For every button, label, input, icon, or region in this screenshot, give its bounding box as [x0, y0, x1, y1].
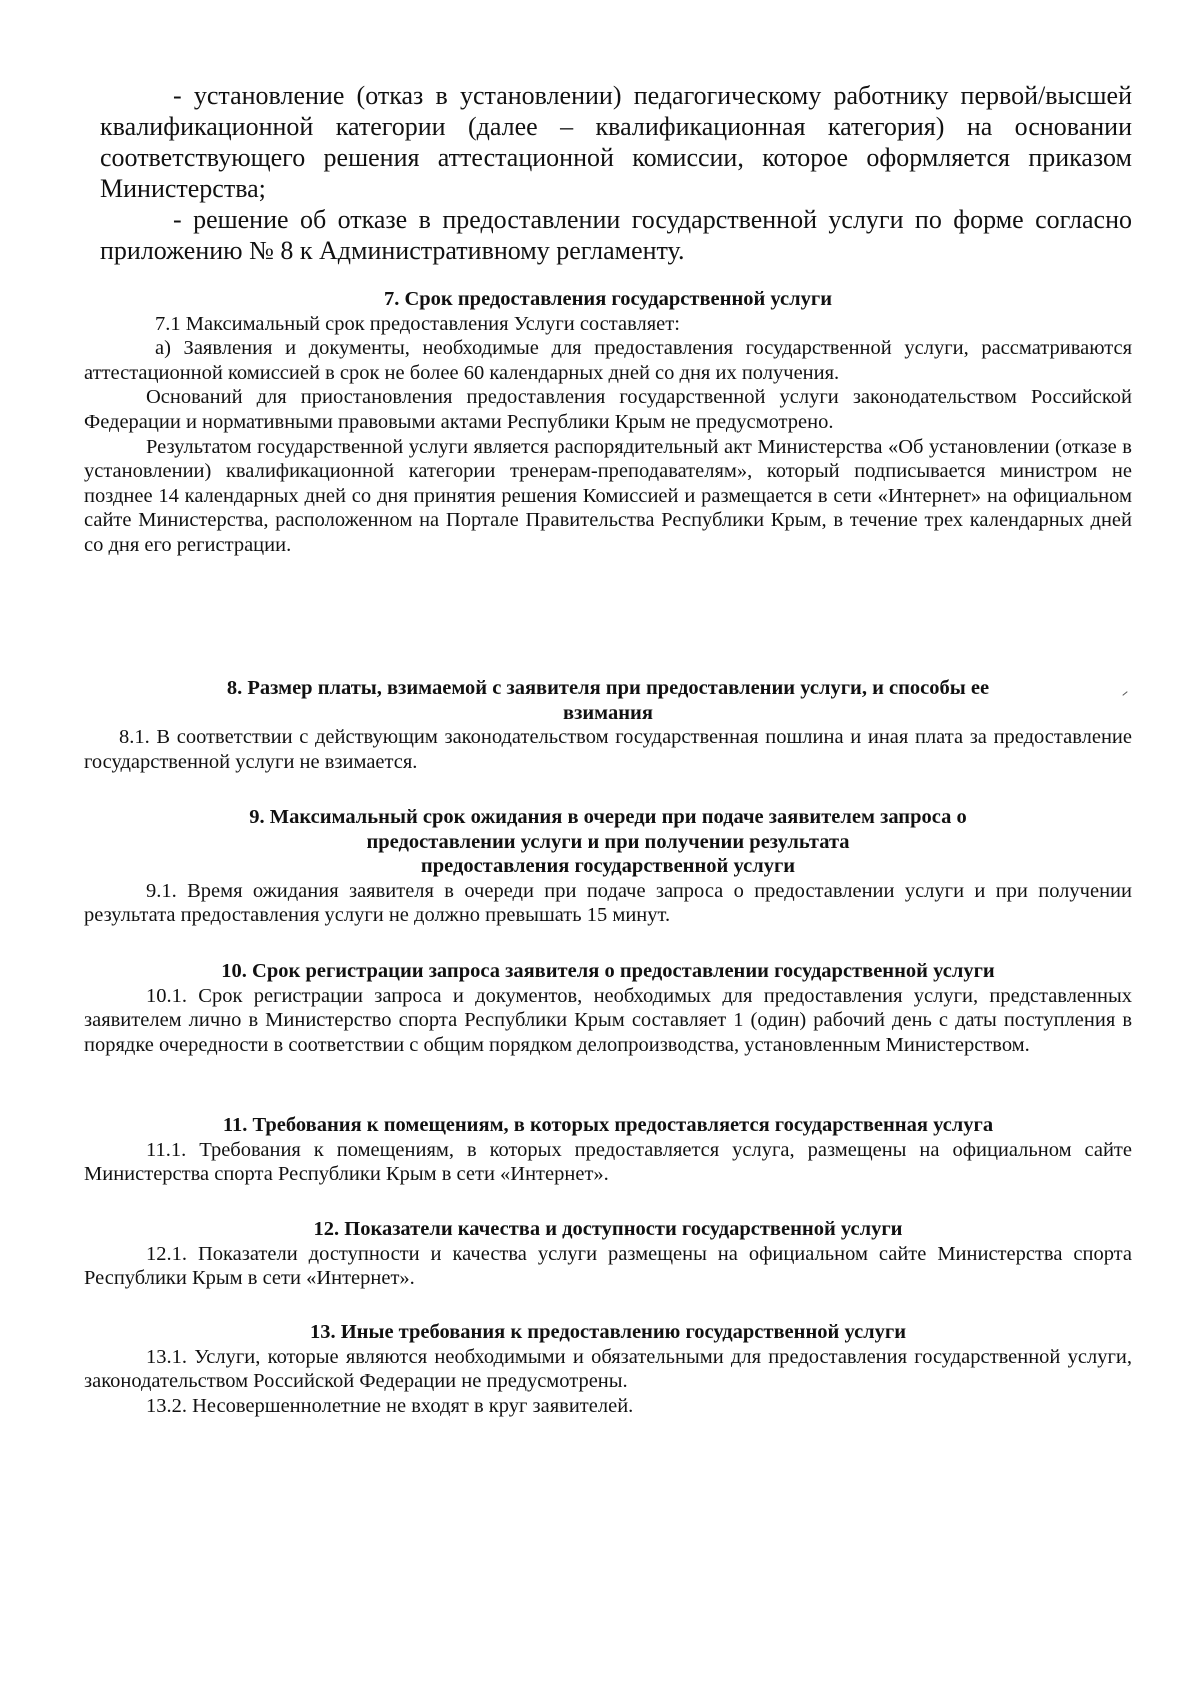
section-9 — [84, 805, 1132, 928]
section-13 — [84, 1320, 1132, 1418]
section-13-paragraph-2: 13.2. Несовершеннолетние не входят в круг заявителей. — [146, 1394, 634, 1417]
section-12-paragraph-1: 12.1. Показатели доступности и качества услуги размещены на официальном сайте Министерства спорта Республики Крым в сети «Интернет». — [84, 1242, 1132, 1290]
section-11-heading: 11. Требования к помещениям, в которых предоставляется государственная услуга — [222, 1114, 994, 1136]
section-7-paragraph-1: 7.1 Максимальный срок предоставления Услуги составляет: — [155, 312, 680, 335]
section-9-heading-line-1: 9. Максимальный срок ожидания в очереди при подаче заявителем запроса о — [249, 806, 967, 828]
section-10 — [84, 959, 1132, 1057]
section-9-heading — [84, 805, 1132, 879]
section-7-paragraph-4: Результатом государственной услуги является распорядительный акт Министерства «Об установлении (отказе в установлении) квалификационной категории тренерам-преподавателям», который подписывается министром не позднее 14 календарных дней со дня принятия решения Комиссией и размещается в сети «Интернет» на официальном сайте Министерства, расположенном на Портале Правительства Республики Крым, в течение трех календарных дней со дня его регистрации. — [84, 435, 1132, 556]
section-9-heading-line-3: предоставления государственной услуги — [420, 855, 796, 878]
section-13-heading: 13. Иные требования к предоставлению государственной услуги — [309, 1321, 907, 1343]
intro-block — [100, 80, 1132, 266]
section-11 — [84, 1113, 1132, 1187]
intro-bullet-refusal: - решение об отказе в предоставлении государственной услуги по форме согласно приложению № 8 к Административному регламенту. — [100, 205, 1132, 265]
section-9-heading-line-2: предоставлении услуги и при получении результата — [366, 830, 850, 853]
section-8-heading-line-2: взимания — [563, 701, 653, 724]
intro-bullet-qualification: - установление (отказ в установлении) педагогическому работнику первой/высшей квалификационной категории (далее – квалификационная категория) на основании соответствующего решения аттестационной комиссии, которое оформляется приказом Министерства; — [100, 81, 1132, 203]
section-7-paragraph-3: Оснований для приостановления предоставления государственной услуги законодательством Российской Федерации и нормативными правовыми актами Республики Крым не предусмотрено. — [84, 386, 1132, 433]
section-7 — [84, 287, 1132, 558]
section-11-paragraph-1: 11.1. Требования к помещениям, в которых предоставляется услуга, размещены на официальном сайте Министерства спорта Республики Крым в сети «Интернет». — [84, 1138, 1132, 1186]
section-12-heading: 12. Показатели качества и доступности государственной услуги — [313, 1218, 903, 1240]
section-9-paragraph-1: 9.1. Время ожидания заявителя в очереди при подаче запроса о предоставлении услуги и при получении результата предоставления услуги не должно превышать 15 минут. — [84, 879, 1132, 927]
section-10-paragraph-1: 10.1. Срок регистрации запроса и документов, необходимых для предоставления услуги, представленных заявителем лично в Министерство спорта Республики Крым составляет 1 (один) рабочий день с даты поступления в порядке очередности в соответствии с общим порядком делопроизводства, установленным Министерством. — [84, 984, 1132, 1056]
section-12 — [84, 1217, 1132, 1291]
section-8-heading — [84, 676, 1132, 725]
section-13-paragraph-1: 13.1. Услуги, которые являются необходимыми и обязательными для предоставления государственной услуги, законодательством Российской Федерации не предусмотрены. — [84, 1345, 1132, 1393]
section-7-heading: 7. Срок предоставления государственной услуги — [383, 288, 833, 310]
section-10-heading: 10. Срок регистрации запроса заявителя о предоставлении государственной услуги — [221, 960, 995, 982]
section-8-paragraph-1: 8.1. В соответствии с действующим законодательством государственная пошлина и иная плата за предоставление государственной услуги не взимается. — [84, 726, 1132, 773]
section-8 — [84, 676, 1132, 774]
section-8-heading-line-1: 8. Размер платы, взимаемой с заявителя при предоставлении услуги, и способы ее — [226, 677, 990, 699]
section-7-paragraph-2: а) Заявления и документы, необходимые для предоставления государственной услуги, рассматриваются аттестационной комиссией в срок не более 60 календарных дней со дня их получения. — [84, 337, 1132, 384]
